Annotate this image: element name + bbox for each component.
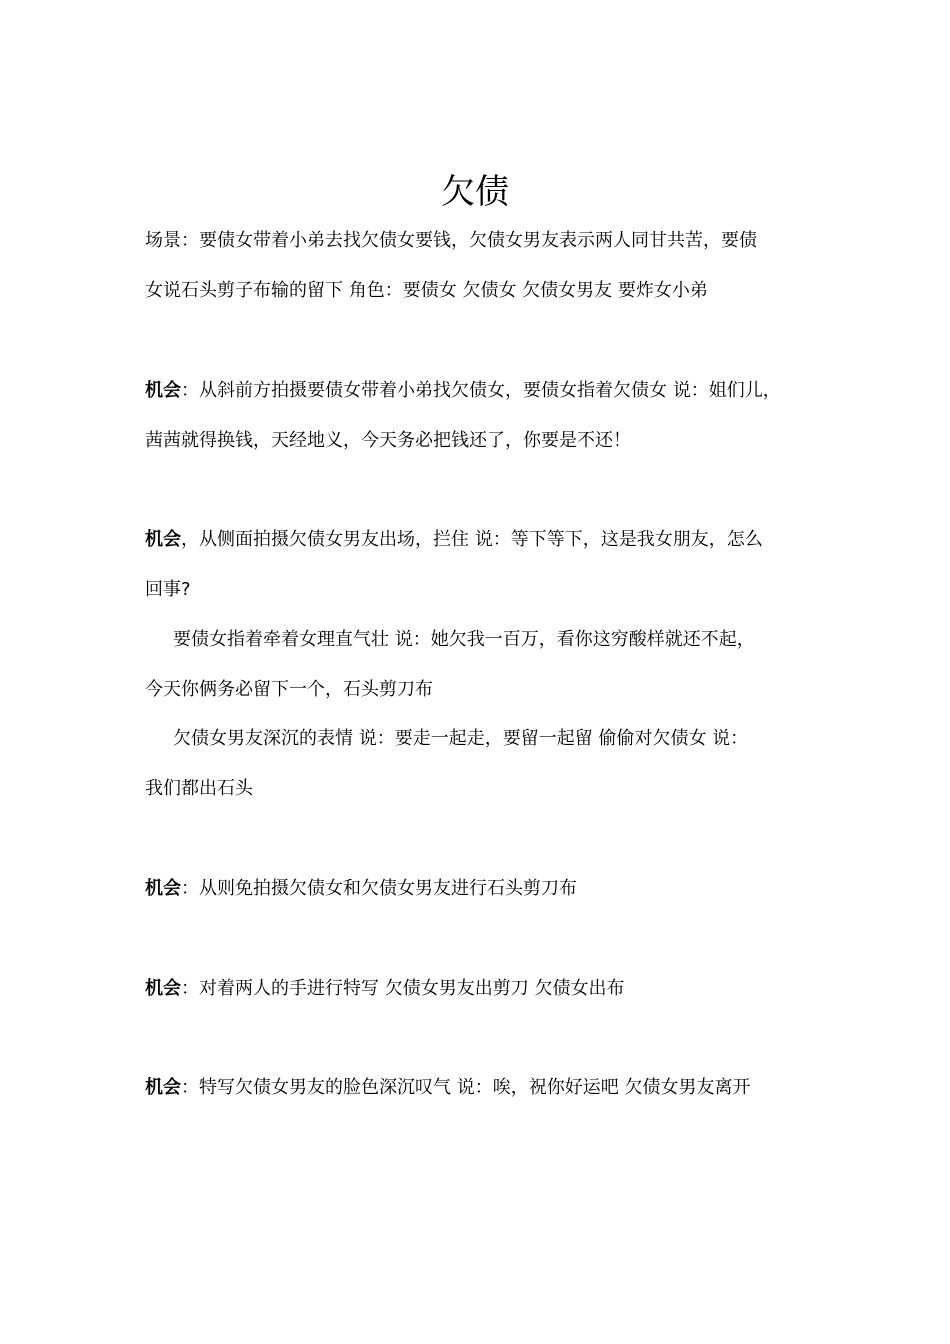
scene-line-1: 场景：要债女带着小弟去找欠债女要钱，欠债女男友表示两人同甘共苦，要债: [145, 230, 757, 251]
shot-2-dialogue-1: 要债女指着牵着女理直气壮 说：她欠我一百万，看你这穷酸样就还不起，: [173, 629, 755, 650]
shot-1-line-2: 茜茜就得换钱，天经地义，今天务必把钱还了，你要是不还！: [145, 430, 631, 451]
shot-2-dialogue-3: 欠债女男友深沉的表情 说：要走一起走，要留一起留 偷偷对欠债女 说：: [173, 728, 749, 749]
shot-3-line-1: [145, 875, 577, 903]
shot-label: 机会: [145, 1077, 181, 1098]
shot-2-dialogue-4: 我们都出石头: [145, 778, 253, 799]
document-title: 欠债: [441, 172, 509, 212]
shot-4-line-1: [145, 975, 624, 1003]
scene-line-2: 女说石头剪子布输的留下 角色：要债女 欠债女 欠债女男友 要炸女小弟: [145, 280, 708, 301]
shot-text: ：对着两人的手进行特写 欠债女男友出剪刀 欠债女出布: [181, 978, 625, 999]
shot-label: 机会: [145, 878, 181, 899]
shot-2-dialogue-2: 今天你俩务必留下一个，石头剪刀布: [145, 679, 433, 700]
shot-2-line-2: 回事?: [145, 579, 191, 600]
shot-text: ：特写欠债女男友的脸色深沉叹气 说：唉，祝你好运吧 欠债女男友离开: [181, 1077, 751, 1098]
shot-text: ：从则免拍摄欠债女和欠债女男友进行石头剪刀布: [181, 878, 577, 899]
shot-label: 机会: [145, 380, 181, 401]
shot-2-line-1: [145, 526, 763, 554]
shot-text: ：从斜前方拍摄要债女带着小弟找欠债女，要债女指着欠债女 说：姐们儿，: [181, 380, 781, 401]
shot-label: 机会: [145, 978, 181, 999]
shot-5-line-1: [145, 1074, 750, 1102]
shot-text: ，从侧面拍摄欠债女男友出场，拦住 说：等下等下，这是我女朋友，怎么: [181, 529, 763, 550]
shot-1-line-1: [145, 377, 781, 405]
shot-label: 机会: [145, 529, 181, 550]
